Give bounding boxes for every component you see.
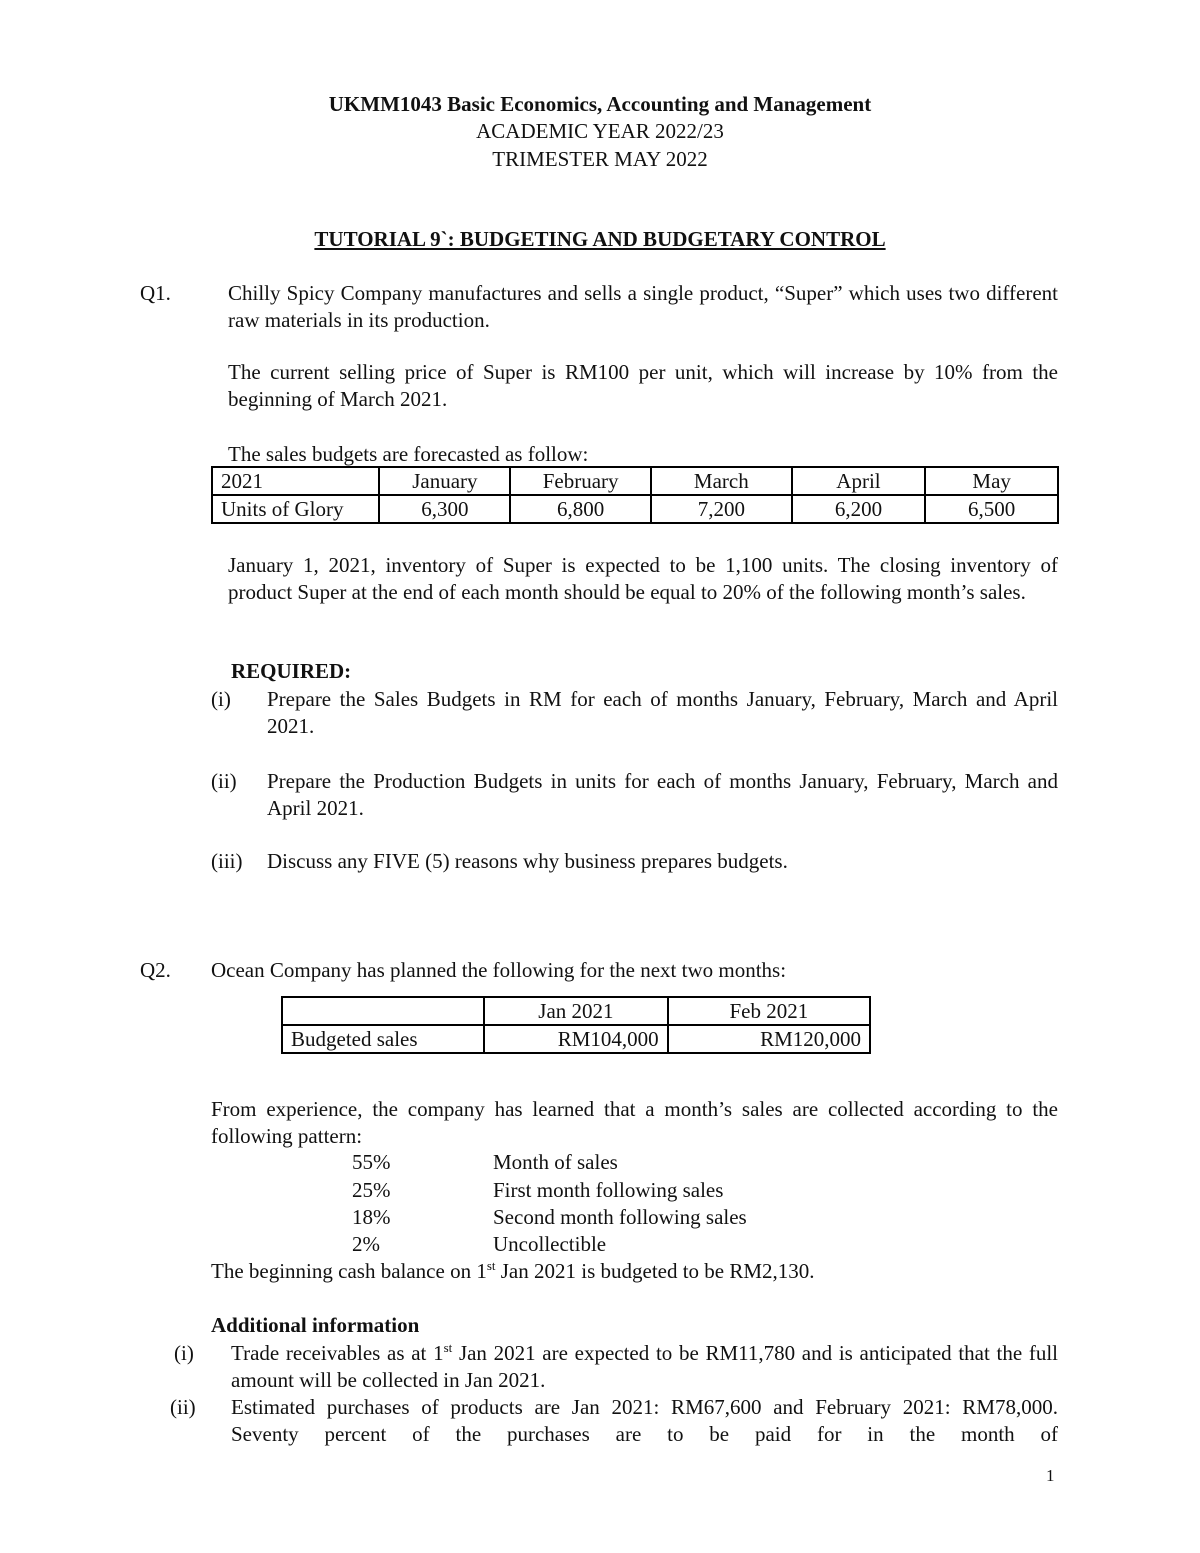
course-title: UKMM1043 Basic Economics, Accounting and Management — [328, 92, 872, 116]
table-header-row — [212, 467, 1058, 495]
trimester: TRIMESTER MAY 2022 — [492, 147, 708, 171]
q2-intro: Ocean Company has planned the following for the next two months: — [211, 958, 787, 982]
table-cell: 2021 — [212, 467, 379, 495]
page-number: 1 — [1046, 1466, 1055, 1485]
table-cell: Budgeted sales — [282, 1025, 484, 1053]
q1-label: Q1. — [140, 281, 171, 305]
table-cell: Jan 2021 — [484, 997, 667, 1025]
table-cell: April — [792, 467, 926, 495]
q1-sales-intro: The sales budgets are forecasted as follow: — [228, 442, 589, 466]
pattern-percent: 2% — [352, 1232, 380, 1256]
q2-info-number: (ii) — [170, 1395, 196, 1419]
pattern-description: Month of sales — [493, 1150, 618, 1174]
q2-info-text: Trade receivables as at 1st Jan 2021 are expected to be RM11,780 and is anticipated that the full amount will be collected in Jan 2021. — [231, 1340, 1059, 1392]
pattern-percent: 18% — [352, 1205, 391, 1229]
table-cell: January — [379, 467, 510, 495]
q1-part-text: Prepare the Sales Budgets in RM for each of months January, February, March and April 2021. — [267, 687, 1058, 738]
table-cell: February — [510, 467, 651, 495]
academic-year: ACADEMIC YEAR 2022/23 — [476, 119, 724, 143]
table-header-row — [282, 997, 870, 1025]
q1-part-number: (ii) — [211, 769, 237, 793]
q1-part-text: Discuss any FIVE (5) reasons why business prepares budgets. — [267, 849, 788, 873]
table-cell — [282, 997, 484, 1025]
pattern-percent: 55% — [352, 1150, 391, 1174]
pattern-description: First month following sales — [493, 1178, 724, 1202]
table-cell: Feb 2021 — [668, 997, 870, 1025]
pattern-description: Uncollectible — [493, 1232, 607, 1256]
table-cell: RM104,000 — [484, 1025, 667, 1053]
q2-info-number: (i) — [174, 1341, 194, 1365]
q1-inventory-text: January 1, 2021, inventory of Super is expected to be 1,100 units. The closing inventory of product Super at the end of each month should be equal to 20% of the following month’s sales. — [228, 553, 1058, 604]
q1-part-text: Prepare the Production Budgets in units for each of months January, February, March and April 2021. — [267, 769, 1058, 820]
table-cell: 6,300 — [379, 495, 510, 523]
q2-label: Q2. — [140, 958, 171, 982]
table-cell: 6,200 — [792, 495, 926, 523]
q1-required-label: REQUIRED: — [231, 659, 352, 683]
table-cell: Units of Glory — [212, 495, 379, 523]
table-cell: 6,500 — [925, 495, 1058, 523]
q1-sales-table — [211, 466, 1059, 524]
q1-part-number: (i) — [211, 687, 231, 711]
q1-price-text: The current selling price of Super is RM100 per unit, which will increase by 10% from the beginning of March 2021. — [228, 360, 1058, 411]
pattern-percent: 25% — [352, 1178, 391, 1202]
q2-experience-text: From experience, the company has learned that a month’s sales are collected according to the following pattern: — [211, 1097, 1058, 1148]
q2-sales-table — [281, 996, 871, 1054]
q2-cash-balance: The beginning cash balance on 1st Jan 2021 is budgeted to be RM2,130. — [211, 1258, 815, 1283]
table-cell: 7,200 — [651, 495, 792, 523]
table-row — [282, 1025, 870, 1053]
table-cell: May — [925, 467, 1058, 495]
q1-part-number: (iii) — [211, 849, 243, 873]
q1-intro: Chilly Spicy Company manufactures and sells a single product, “Super” which uses two different raw materials in its production. — [228, 281, 1058, 332]
table-row — [212, 495, 1058, 523]
tutorial-title: TUTORIAL 9`: BUDGETING AND BUDGETARY CONTROL — [314, 227, 886, 251]
table-cell: March — [651, 467, 792, 495]
q2-info-text: Estimated purchases of products are Jan 2021: RM67,600 and February 2021: RM78,000. Seventy percent of the purchases are to be paid for in the month of — [231, 1395, 1058, 1446]
table-cell: 6,800 — [510, 495, 651, 523]
pattern-description: Second month following sales — [493, 1205, 747, 1229]
table-cell: RM120,000 — [668, 1025, 870, 1053]
q2-additional-label: Additional information — [211, 1313, 420, 1337]
